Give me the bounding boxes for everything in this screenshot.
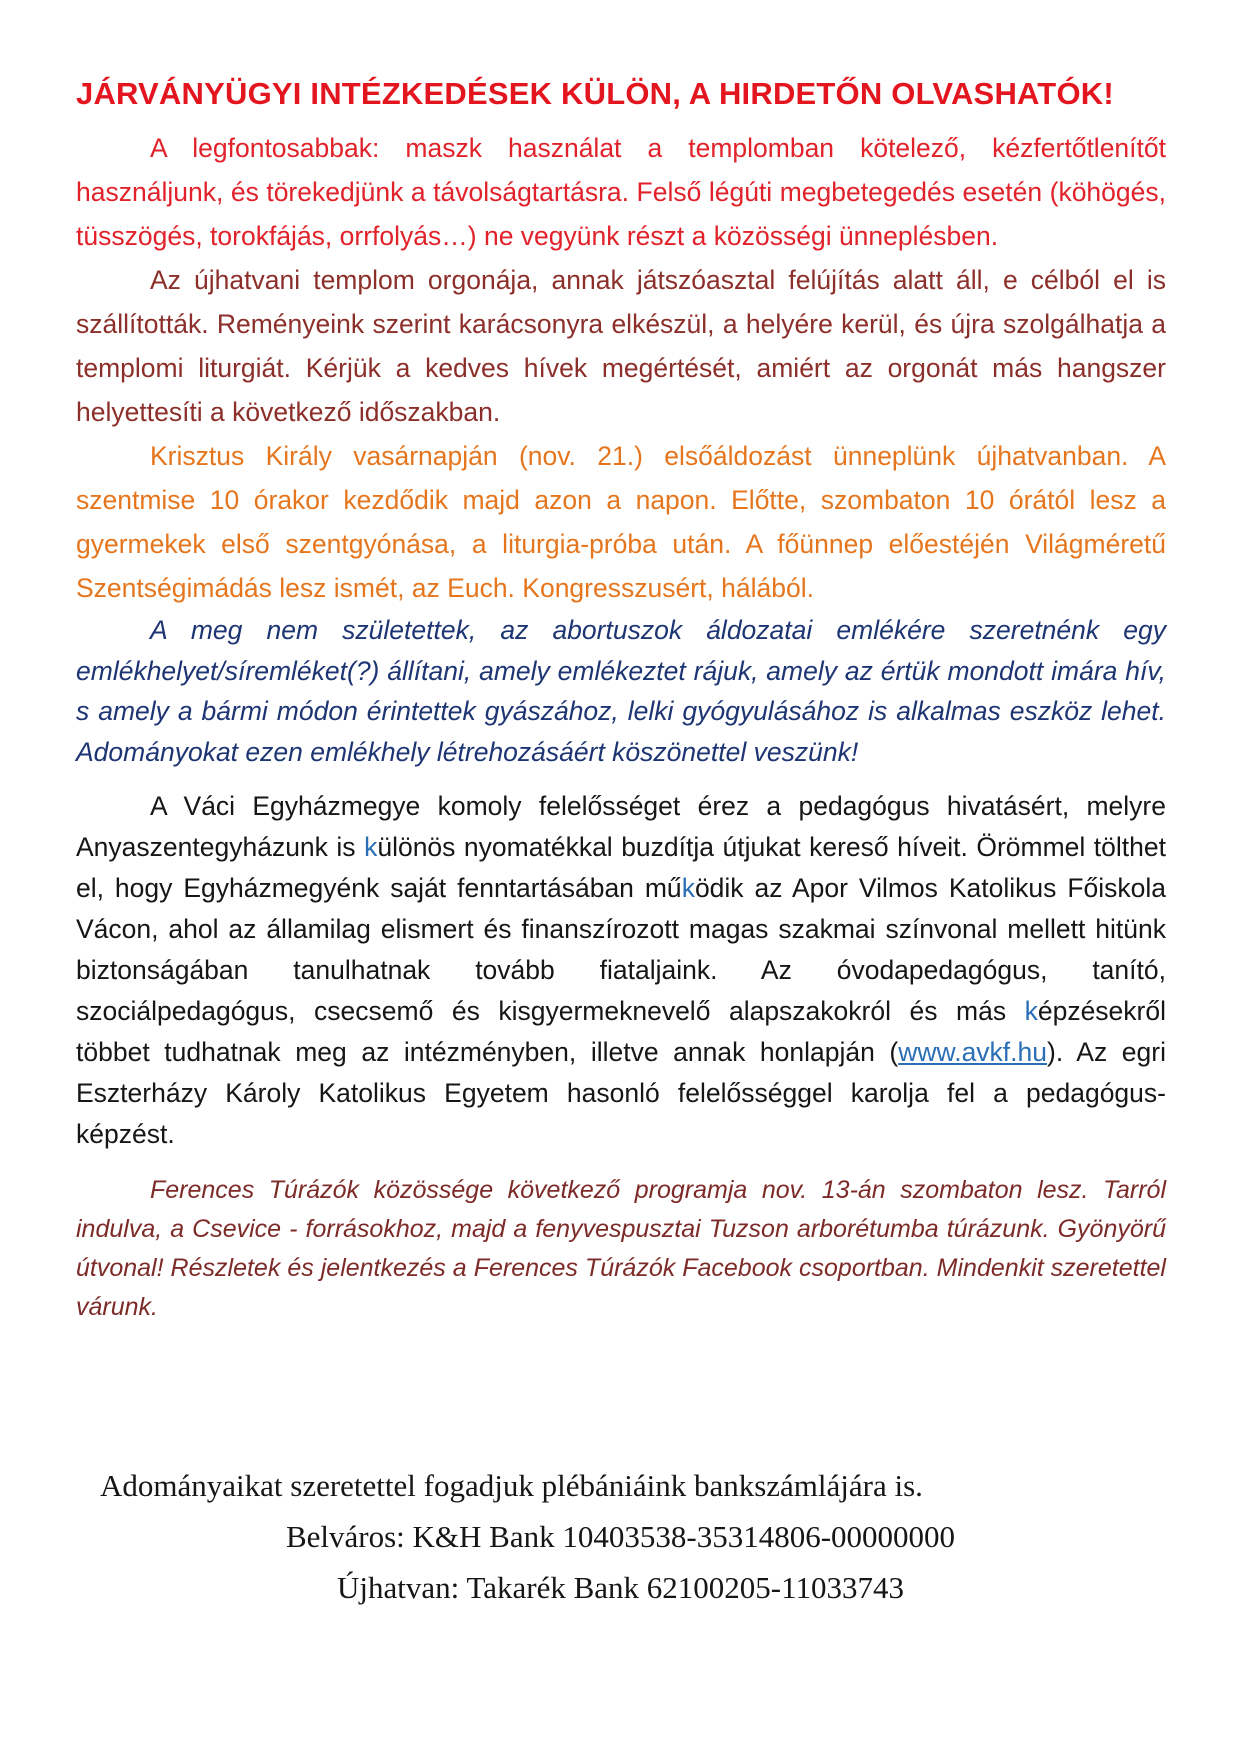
announcement-page — [76, 76, 1166, 1327]
highlight-letter: k — [1024, 996, 1038, 1026]
bank-intro: Adományaikat szeretettel fogadjuk plébániáink bankszámlájára is. — [100, 1468, 923, 1503]
education-paragraph — [76, 786, 1166, 1155]
memorial-paragraph: A meg nem születettek, az abortuszok áldozatai emlékére szeretnénk egy emlékhelyet/síremléket(?) állítani, amely emlékeztet rájuk, amely az értük mondott imára hív, s amely a bármi módon érintettek gyászához, lelki gyógyulásához is alkalmas eszköz lehet. Adományokat ezen emlékhely létrehozásáért köszönettel veszünk! — [76, 615, 1166, 767]
avkf-website-link[interactable]: www.avkf.hu — [898, 1037, 1048, 1067]
hiking-paragraph: Ferences Túrázók közössége következő programja nov. 13-án szombaton lesz. Tarról indulva, a Csevice - forrásokhoz, majd a fenyvespusztai Tuzson arborétumba túrázunk. Gyönyörű útvonal! Részletek és jelentkezés a Ferences Túrázók Facebook csoportban. Mindenkit szeretettel várunk. — [76, 1176, 1166, 1321]
first-communion-paragraph: Krisztus Király vasárnapján (nov. 21.) elsőáldozást ünneplünk újhatvanban. A szentmise 10 órakor kezdődik majd azon a napon. Előtte, szombaton 10 órától lesz a gyermekek első szentgyónása, a liturgia-próba után. A főünnep előestéjén Világméretű Szentségimádás lesz ismét, az Euch. Kongresszusért, hálából. — [76, 441, 1166, 603]
highlight-letter: k — [681, 873, 695, 903]
education-text-1: A Váci Egyházmegye komoly felelősséget érez a pedagógus hivatásért, melyre Anyaszentegyházunk is — [76, 791, 1166, 862]
education-text-4: épzésekről többet tudhatnak meg az intézményben, illetve annak honlapján ( — [76, 996, 1166, 1067]
covid-measures-paragraph: A legfontosabbak: maszk használat a templomban kötelező, kézfertőtlenítőt használjunk, és törekedjünk a távolságtartásra. Felső légúti megbetegedés esetén (köhögés, tüsszögés, torokfájás, orrfolyás…) ne vegyünk részt a közösségi ünneplésben. — [76, 133, 1166, 251]
education-text-2: ülönös nyomatékkal buzdítja útjukat kereső híveit. Örömmel tölthet el, hogy Egyházmegyénk saját fenntartásában mű — [76, 832, 1166, 903]
bank-account-ujhatvan: Újhatvan: Takarék Bank 62100205-11033743 — [337, 1570, 904, 1605]
organ-renovation-paragraph: Az újhatvani templom orgonája, annak játszóasztal felújítás alatt áll, e célból el is szállították. Reményeink szerint karácsonyra elkészül, a helyére kerül, és újra szolgálhatja a templomi liturgiát. Kérjük a kedves hívek megértését, amiért az orgonát más hangszer helyettesíti a következő időszakban. — [76, 265, 1166, 427]
highlight-letter: k — [364, 832, 378, 862]
bank-account-belvaros: Belváros: K&H Bank 10403538-35314806-00000000 — [285, 1519, 956, 1554]
education-text-3: ödik az Apor Vilmos Katolikus Főiskola Vácon, ahol az államilag elismert és finanszírozott magas szakmai színvonal mellett hitünk biztonságában tanulhatnak tovább fiataljaink. Az óvodapedagógus, tanító, szociálpedagógus, csecsemő és kisgyermeknevelő alapszakokról és más — [76, 873, 1167, 1026]
page-title: JÁRVÁNYÜGYI INTÉZKEDÉSEK KÜLÖN, A HIRDETŐN OLVASHATÓK! — [76, 76, 1114, 111]
bank-accounts — [0, 1460, 1241, 1613]
education-text-5: ). Az egri Eszterházy Károly Katolikus Egyetem hasonló felelősséggel karolja fel a pedagógus-képzést. — [76, 1037, 1166, 1149]
